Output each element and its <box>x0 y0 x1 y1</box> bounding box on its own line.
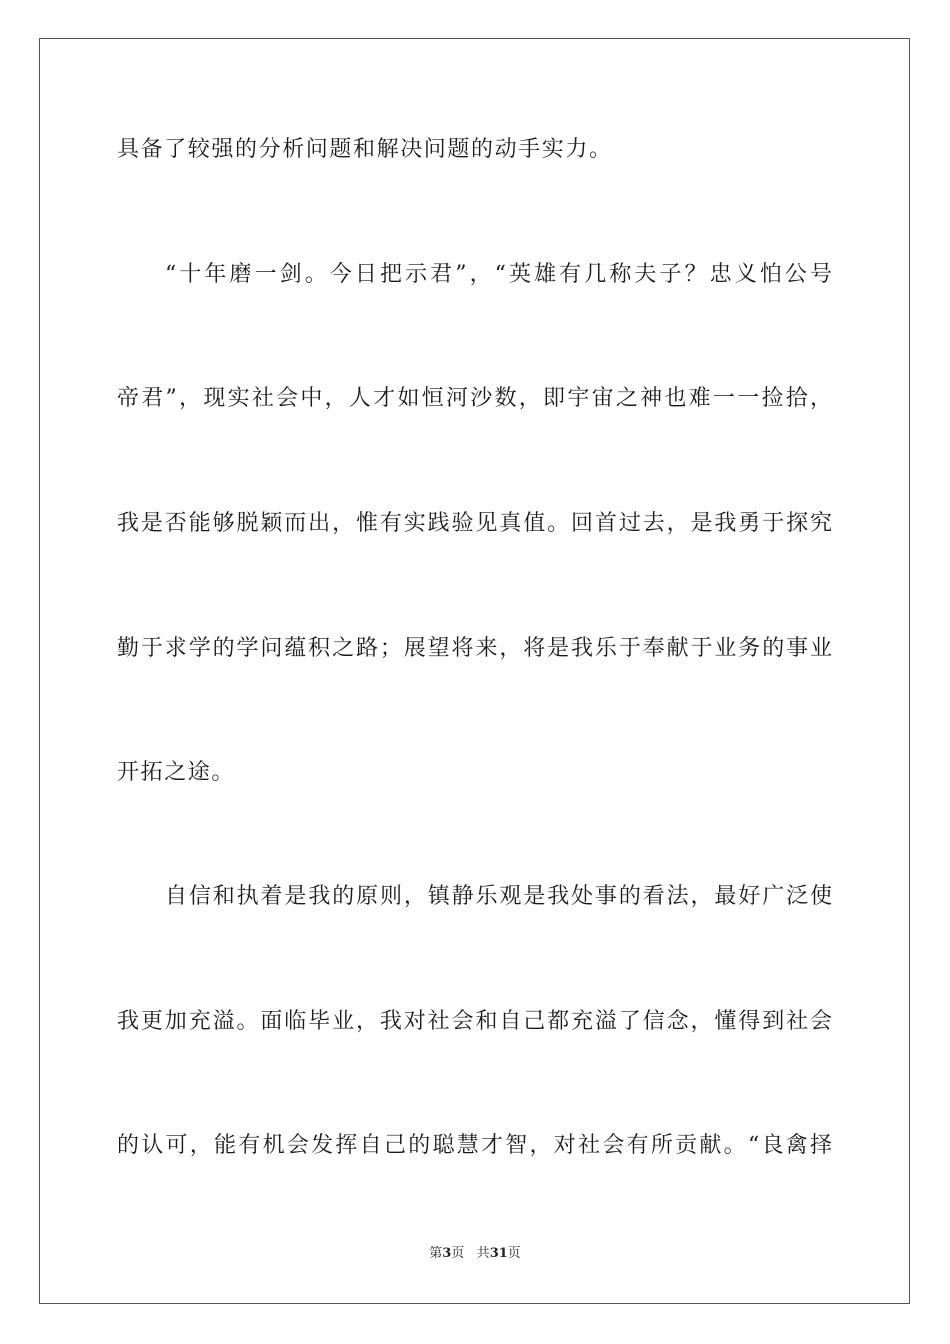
text-line: 开拓之途。 <box>117 760 236 785</box>
paragraph-first-line: 自信和执着是我的原则，镇静乐观是我处事的看法，最好广泛使 <box>165 884 832 909</box>
text-line: 我是否能够脱颖而出，惟有实践验见真值。回首过去，是我勇于探究 <box>117 511 832 536</box>
text-line: 具备了较强的分析问题和解决问题的动手实力。 <box>117 137 613 162</box>
text-line: 帝君”，现实社会中，人才如恒河沙数，即宇宙之神也难一一捡拾， <box>117 386 832 411</box>
page-number: 3 <box>442 1246 452 1261</box>
text-line: 的认可，能有机会发挥自己的聪慧才智，对社会有所贡献。“良禽择 <box>117 1133 832 1158</box>
page-border <box>39 38 910 1304</box>
total-prefix: 共 <box>476 1246 490 1261</box>
paragraph-first-line: “十年磨一剑。今日把示君”，“英雄有几称夫子？忠义怕公号 <box>165 262 832 287</box>
text-line: 勤于求学的学问蕴积之路；展望将来，将是我乐于奉献于业务的事业 <box>117 636 832 661</box>
total-suffix: 页 <box>507 1246 521 1261</box>
text-line: 我更加充溢。面临毕业，我对社会和自己都充溢了信念，懂得到社会 <box>117 1009 832 1034</box>
total-pages: 31 <box>489 1246 508 1261</box>
page-footer <box>0 1246 950 1262</box>
page-prefix: 第 <box>429 1246 443 1261</box>
page-suffix: 页 <box>451 1246 465 1261</box>
